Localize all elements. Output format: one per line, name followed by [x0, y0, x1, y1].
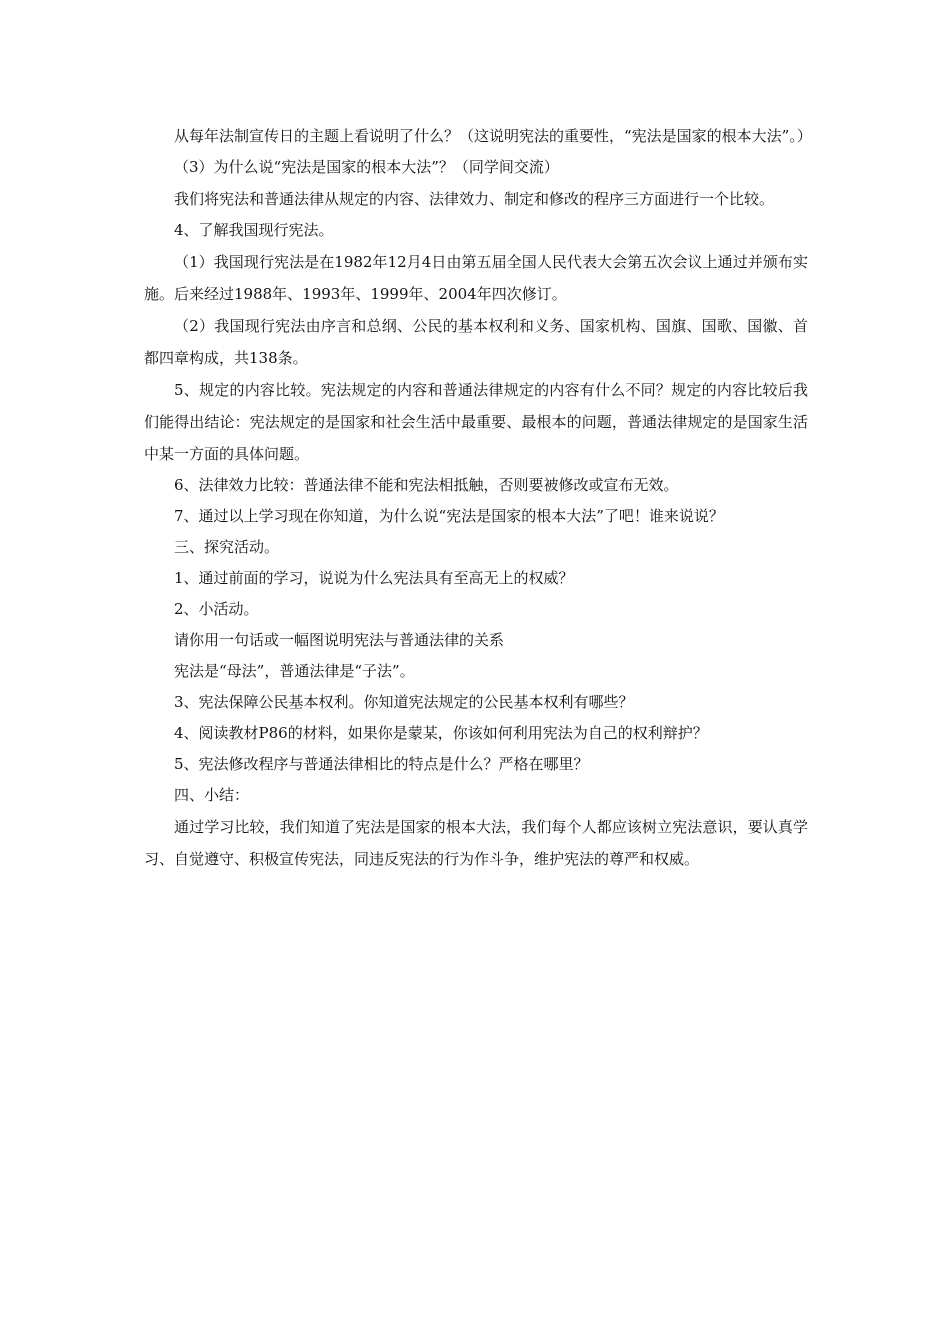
paragraph-question-3: （3）为什么说“宪法是国家的根本大法”？（同学间交流） [174, 158, 559, 176]
paragraph-point-1: （1）我国现行宪法是在1982年12月4日由第五届全国人民代表大会第五次会议上通过并颁布实施。后来经过1988年、1993年、1999年、2004年四次修订。 [144, 253, 808, 303]
paragraph-inquiry-4: 4、阅读教材P86的材料，如果你是蒙某，你该如何利用宪法为自己的权利辩护？ [174, 724, 708, 742]
paragraph-activity-prompt: 请你用一句话或一幅图说明宪法与普通法律的关系 [174, 631, 505, 649]
paragraph-day-theme: 从每年法制宣传日的主题上看说明了什么？（这说明宪法的重要性，“宪法是国家的根本大法”。） [174, 127, 812, 145]
paragraph-compare-intro: 我们将宪法和普通法律从规定的内容、法律效力、制定和修改的程序三方面进行一个比较。 [174, 190, 775, 208]
paragraph-effect-compare: 6、法律效力比较：普通法律不能和宪法相抵触，否则要被修改或宣布无效。 [174, 476, 679, 494]
heading-current-constitution: 4、了解我国现行宪法。 [174, 221, 334, 239]
paragraph-question-7: 7、通过以上学习现在你知道，为什么说“宪法是国家的根本大法”了吧！谁来说说？ [174, 507, 724, 525]
heading-inquiry: 三、探究活动。 [174, 538, 280, 556]
paragraph-point-2: （2）我国现行宪法由序言和总纲、公民的基本权利和义务、国家机构、国旗、国歌、国徽、首都四章构成，共138条。 [144, 317, 808, 367]
paragraph-inquiry-5: 5、宪法修改程序与普通法律相比的特点是什么？严格在哪里？ [174, 755, 589, 773]
heading-summary: 四、小结： [174, 786, 250, 804]
paragraph-mother-law: 宪法是“母法”，普通法律是“子法”。 [174, 662, 415, 680]
paragraph-inquiry-2: 2、小活动。 [174, 600, 259, 618]
paragraph-inquiry-1: 1、通过前面的学习，说说为什么宪法具有至高无上的权威？ [174, 569, 574, 587]
paragraph-inquiry-3: 3、宪法保障公民基本权利。你知道宪法规定的公民基本权利有哪些？ [174, 693, 634, 711]
paragraph-content-compare: 5、规定的内容比较。宪法规定的内容和普通法律规定的内容有什么不同？规定的内容比较后我们能得出结论：宪法规定的是国家和社会生活中最重要、最根本的问题，普通法律规定的是国家生活中某一方面的具体问题。 [144, 381, 808, 463]
paragraph-summary: 通过学习比较，我们知道了宪法是国家的根本大法，我们每个人都应该树立宪法意识，要认真学习、自觉遵守、积极宣传宪法，同违反宪法的行为作斗争，维护宪法的尊严和权威。 [144, 818, 808, 868]
document-page [144, 120, 812, 875]
